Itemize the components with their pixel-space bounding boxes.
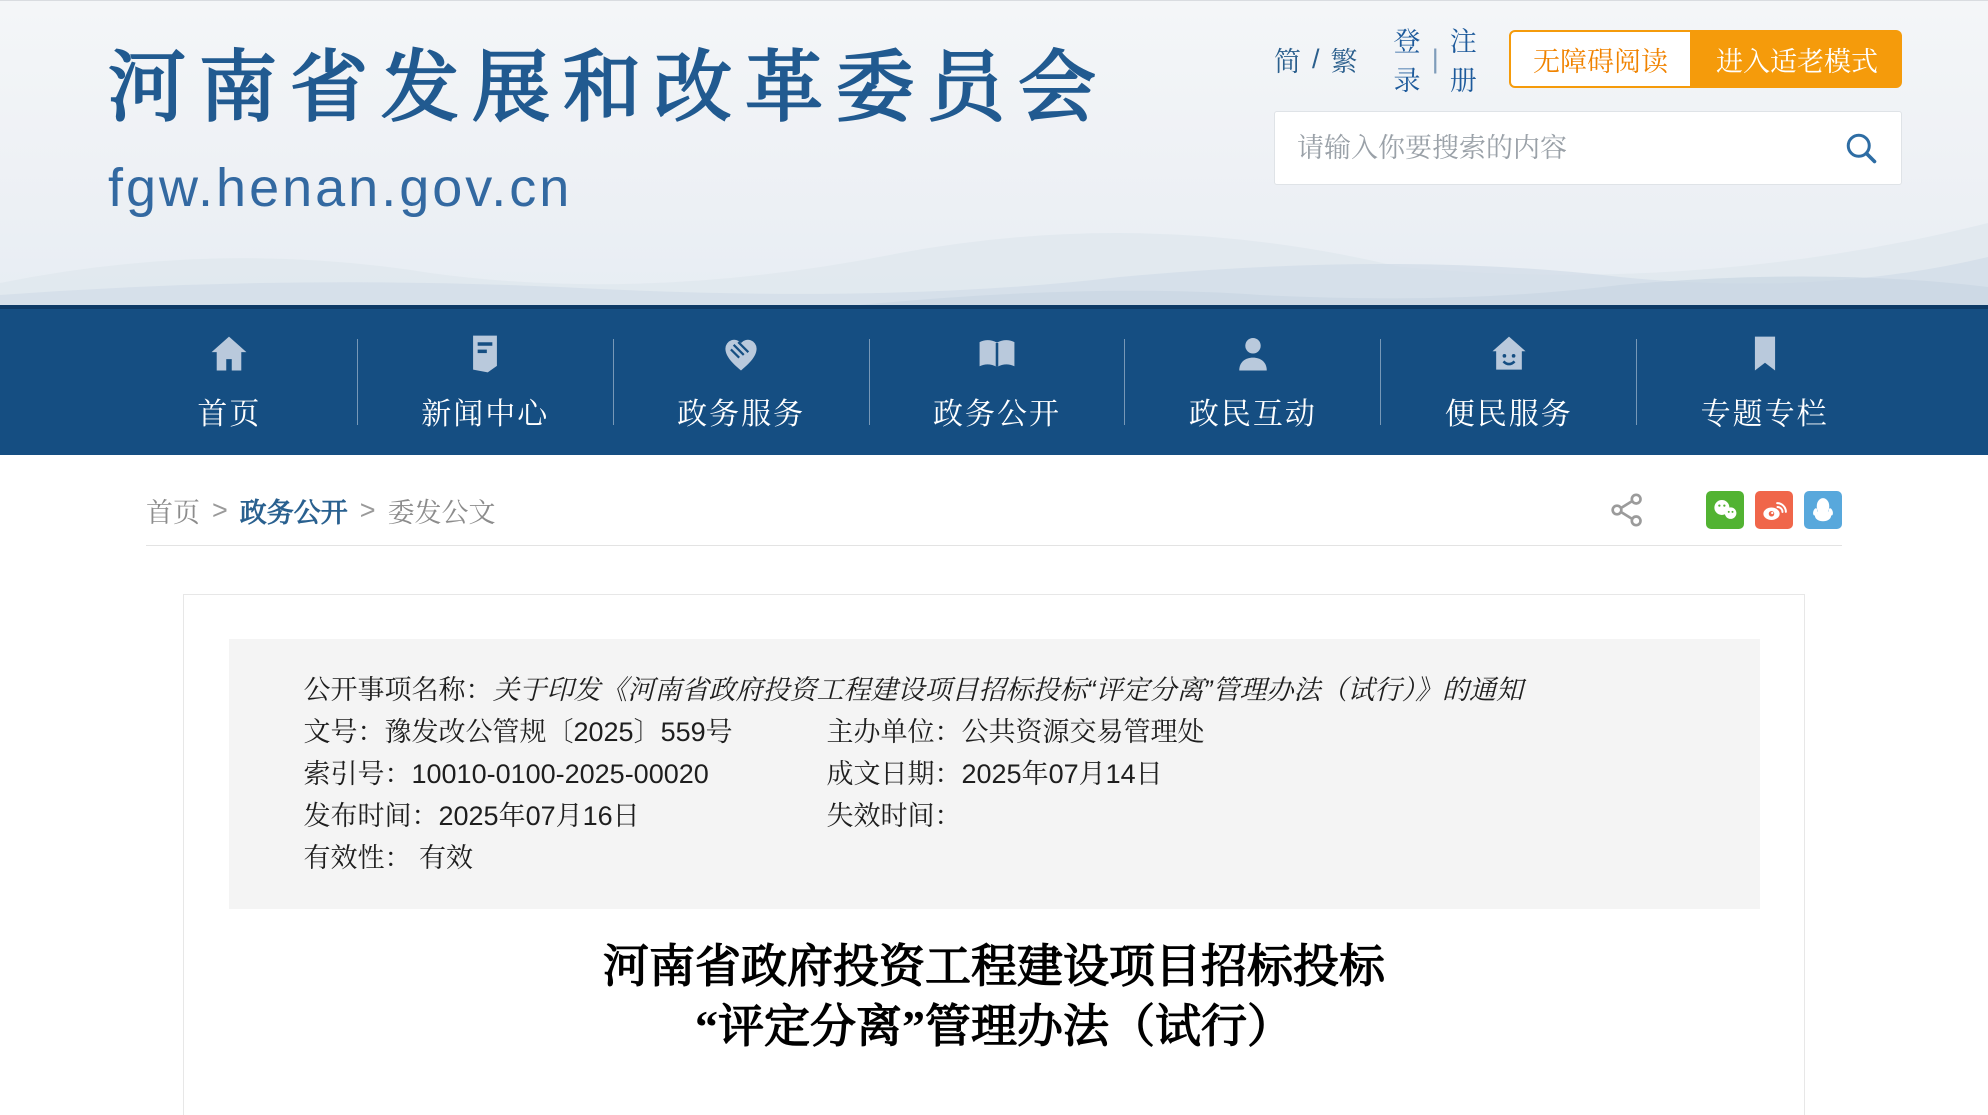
- info-index-label: 索引号：: [303, 759, 412, 789]
- breadcrumb-home-link[interactable]: 首页: [146, 497, 200, 528]
- info-doc-number-label: 文号：: [303, 717, 385, 747]
- info-row-validity: [304, 837, 1720, 879]
- share-qq-button[interactable]: [1804, 491, 1842, 529]
- nav-label: 新闻中心: [421, 397, 550, 431]
- share-row: [1607, 490, 1842, 530]
- search-input[interactable]: [1297, 133, 1843, 164]
- article-title-line1: 河南省政府投资工程建设项目招标投标: [603, 941, 1385, 992]
- nav-label: 政民互动: [1188, 397, 1317, 431]
- nav-item-convenience[interactable]: [1381, 332, 1636, 433]
- house-smile-icon: [1487, 332, 1531, 376]
- info-written-date-value: 2025年07月14日: [961, 759, 1163, 789]
- breadcrumb-section-link[interactable]: 政务公开: [239, 497, 348, 528]
- breadcrumb-row: [146, 491, 1842, 529]
- elder-mode-button[interactable]: 进入适老模式: [1692, 30, 1902, 88]
- site-domain: fgw.henan.gov.cn: [108, 158, 573, 218]
- nav-label: 便民服务: [1444, 397, 1573, 431]
- info-validity-label: 有效性：: [303, 843, 412, 873]
- share-icon: [1607, 490, 1647, 530]
- nav-item-services[interactable]: [614, 332, 869, 433]
- wechat-icon: [1710, 495, 1740, 525]
- site-brand: [108, 25, 1109, 219]
- info-organizer-label: 主办单位：: [826, 717, 962, 747]
- info-row-index-date: [304, 753, 1720, 795]
- accessibility-reading-button[interactable]: 无障碍阅读: [1509, 30, 1692, 88]
- info-organizer-value: 公共资源交易管理处: [961, 717, 1205, 747]
- nav-item-special-topics[interactable]: [1637, 332, 1892, 433]
- info-name-value: 关于印发《河南省政府投资工程建设项目招标投标“评定分离”管理办法（试行）》的通知: [492, 675, 1523, 705]
- info-expiry-label: 失效时间：: [826, 801, 962, 831]
- info-publish-value: 2025年07月16日: [438, 801, 640, 831]
- auth-links: [1394, 20, 1477, 98]
- info-validity-value: 有效: [419, 843, 474, 873]
- lang-simplified-link[interactable]: 简: [1274, 46, 1301, 77]
- nav-item-home[interactable]: [102, 332, 357, 433]
- lang-separator: /: [1312, 43, 1320, 74]
- site-header: [0, 0, 1988, 305]
- info-name-label: 公开事项名称：: [303, 675, 493, 705]
- info-row-publish-expiry: [304, 795, 1720, 837]
- person-icon: [1231, 332, 1275, 376]
- main-navigation: [0, 305, 1988, 455]
- breadcrumb-separator: >: [359, 494, 376, 525]
- info-doc-number-value: 豫发改公管规〔2025〕559号: [384, 717, 733, 747]
- handshake-heart-icon: [719, 332, 763, 376]
- register-link[interactable]: 注册: [1449, 27, 1477, 96]
- article-title-line2: “评定分离”管理办法（试行）: [695, 1001, 1293, 1052]
- document-info-box: [229, 639, 1760, 909]
- search-button[interactable]: [1843, 130, 1879, 166]
- share-wechat-button[interactable]: [1706, 491, 1744, 529]
- document-card: [183, 594, 1805, 1115]
- breadcrumb: [146, 491, 496, 530]
- weibo-icon: [1759, 495, 1789, 525]
- share-weibo-button[interactable]: [1755, 491, 1793, 529]
- login-link[interactable]: 登录: [1393, 27, 1421, 96]
- nav-item-disclosure[interactable]: [870, 332, 1125, 433]
- open-book-icon: [975, 332, 1019, 376]
- nav-item-interaction[interactable]: [1125, 332, 1380, 433]
- info-index-value: 10010-0100-2025-00020: [411, 759, 709, 789]
- article-title: [184, 937, 1804, 1057]
- qq-penguin-icon: [1808, 495, 1838, 525]
- auth-separator: |: [1431, 43, 1439, 74]
- lang-traditional-link[interactable]: 繁: [1330, 46, 1358, 77]
- bookmark-icon: [1743, 332, 1787, 376]
- search-box: [1274, 111, 1902, 185]
- site-title: 河南省发展和改革委员会: [108, 43, 1110, 131]
- share-button[interactable]: [1607, 490, 1647, 530]
- info-row-number-organizer: [304, 711, 1720, 753]
- nav-label: 政务公开: [933, 397, 1061, 431]
- breadcrumb-divider: [146, 545, 1842, 546]
- info-publish-label: 发布时间：: [303, 801, 439, 831]
- search-icon: [1843, 130, 1879, 166]
- nav-label: 专题专栏: [1700, 397, 1829, 431]
- breadcrumb-separator: >: [212, 494, 228, 525]
- breadcrumb-current: 委发公文: [387, 497, 496, 528]
- home-icon: [207, 332, 251, 376]
- header-right: [1274, 29, 1902, 185]
- info-written-date-label: 成文日期：: [826, 759, 962, 789]
- language-switch: [1274, 40, 1358, 79]
- news-icon: [463, 332, 507, 376]
- nav-item-news[interactable]: [358, 332, 613, 433]
- info-row-name: [304, 669, 1720, 711]
- nav-label: 政务服务: [677, 397, 806, 431]
- nav-label: 首页: [197, 397, 262, 431]
